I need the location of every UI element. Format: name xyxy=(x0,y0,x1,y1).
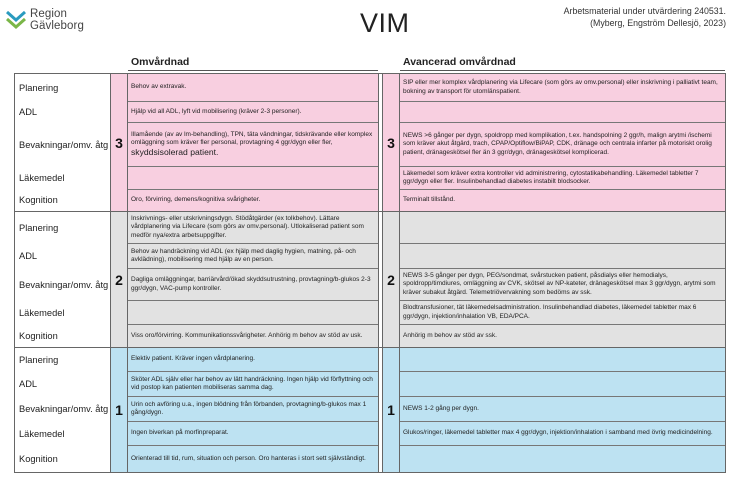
region-logo xyxy=(6,5,116,35)
cell-avancerad: NEWS 1-2 gång per dygn. xyxy=(400,397,725,422)
cell-avancerad: Terminalt tillstånd. xyxy=(400,190,725,211)
cell-avancerad: Blodtransfusioner, tät läkemedelsadministration. Insulinbehandlad diabetes, läkemedel tabletter max 6 ggr/dygn, injektion/inhalation VB, EDA/PCA. xyxy=(400,301,725,325)
cell-omvardnad: Dagliga omläggningar, barriärvård/ökad skyddsutrustning, provtagning/b-glukos 2-3 ggr/dygn, VAC-pump kontroller. xyxy=(128,269,378,301)
cell-avancerad: Glukos/ringer, läkemedel tabletter max 4 ggr/dygn, injektion/inhalation i samband med övrig medicindelning. xyxy=(400,422,725,446)
row-label-lakemedel: Läkemedel xyxy=(19,307,65,318)
level-2-block xyxy=(15,212,725,348)
cell-avancerad: Anhörig m behov av stöd av ssk. xyxy=(400,325,725,347)
meta-line-1: Arbetsmaterial under utvärdering 240531. xyxy=(563,6,726,16)
logo-text-region: Region xyxy=(30,8,68,20)
column-header-omvardnad: Omvårdnad xyxy=(131,56,190,68)
cell-omvardnad: Viss oro/förvirring. Kommunikationssvårigheter. Anhörig m behov av stöd av usk. xyxy=(128,325,378,347)
cell-omvardnad: Urin och avföring u.a., ingen blödning från förbanden, provtagning/b-glukos max 1 gång/dygn. xyxy=(128,397,378,422)
row-label-adl: ADL xyxy=(19,379,38,389)
row-labels xyxy=(15,212,111,347)
column-header-underline-right xyxy=(400,70,725,71)
vim-table xyxy=(14,73,726,473)
page-title: VIM xyxy=(360,8,410,38)
omvardnad-cells xyxy=(128,348,379,472)
row-label-bevakningar: Bevakningar/omv. åtg xyxy=(19,404,109,414)
cell-omvardnad xyxy=(128,167,378,190)
cell-omvardnad: Orienterad till tid, rum, situation och person. Oro hanteras i stort sett självständigt. xyxy=(128,446,378,472)
row-labels xyxy=(15,348,111,472)
meta-line-2: (Myberg, Engström Dellesjö, 2023) xyxy=(590,18,726,28)
level-indicator: 3 xyxy=(383,74,400,211)
omvardnad-cells xyxy=(128,74,379,211)
omvardnad-cells xyxy=(128,212,379,347)
cell-avancerad xyxy=(400,212,725,244)
cell-omvardnad xyxy=(128,301,378,325)
row-label-adl: ADL xyxy=(19,251,38,261)
row-labels xyxy=(15,74,111,211)
avancerad-cells xyxy=(400,212,725,347)
row-label-planering: Planering xyxy=(19,354,59,365)
level-3-block xyxy=(15,74,725,212)
cell-omvardnad xyxy=(128,123,378,167)
level-indicator: 1 xyxy=(111,348,128,472)
level-indicator: 2 xyxy=(111,212,128,347)
column-header-underline-left xyxy=(128,70,378,71)
cell-text-emphasis: skyddsisolerad patient. xyxy=(131,146,219,157)
cell-avancerad xyxy=(400,244,725,269)
cell-avancerad: NEWS >6 gånger per dygn, spoldropp med komplikation, t.ex. handspolning 2 ggr/h, malign arytmi /ischemi som kräver akut åtgärd, trach, CPAP/Optiflow/BiPAP, CDK, dränage och centrala infarter på motoriskt orolig patient, dränageskötsel fler än 3 ggr/dygn, dränageskötsel komplicerad. xyxy=(400,123,725,167)
cell-text: Illamående (av av lm-behandling), TPN, täta vändningar, tidskrävande eller komplex omläggning som kräver fler personal, provtagning 4 ggr/dygn eller fler, xyxy=(131,131,373,147)
level-indicator: 2 xyxy=(383,212,400,347)
cell-omvardnad: Elektiv patient. Kräver ingen vårdplanering. xyxy=(128,348,378,372)
cell-omvardnad: Hjälp vid all ADL, lyft vid mobilisering (kräver 2-3 personer). xyxy=(128,102,378,123)
document-meta xyxy=(564,5,726,29)
row-label-kognition: Kognition xyxy=(19,330,58,341)
avancerad-cells xyxy=(400,74,725,211)
avancerad-cells xyxy=(400,348,725,472)
row-label-bevakningar: Bevakningar/omv. åtg xyxy=(19,279,109,290)
row-label-planering: Planering xyxy=(19,82,59,93)
logo-text-gavleborg: Gävleborg xyxy=(30,20,84,32)
cell-avancerad xyxy=(400,372,725,397)
cell-omvardnad: Behov av extravak. xyxy=(128,74,378,102)
region-gavleborg-logo-icon xyxy=(6,9,26,31)
cell-omvardnad: Ingen biverkan på morfinpreparat. xyxy=(128,422,378,446)
cell-avancerad xyxy=(400,102,725,123)
cell-avancerad: NEWS 3-5 gånger per dygn, PEG/sondmat, svårstucken patient, påsdialys eller hemodialys, spoldropp/timdiures, omläggning av CVK, skötsel av NP-kateter, dränageskötsel max 3 ggr/dygn, arytmi som kräver subakut åtgärd. Telemetriövervakning som bedöms av ssk. xyxy=(400,269,725,301)
level-1-block xyxy=(15,348,725,472)
cell-omvardnad: Oro, förvirring, demens/kognitiva svårigheter. xyxy=(128,190,378,211)
level-indicator: 3 xyxy=(111,74,128,211)
row-label-lakemedel: Läkemedel xyxy=(19,173,65,183)
cell-omvardnad: Behov av handräckning vid ADL (ex hjälp med daglig hygien, matning, på- och avklädning), mobilisering med hjälp av en person. xyxy=(128,244,378,269)
row-label-kognition: Kognition xyxy=(19,453,58,464)
level-indicator: 1 xyxy=(383,348,400,472)
row-label-adl: ADL xyxy=(19,107,38,117)
cell-omvardnad: Sköter ADL själv eller har behov av lätt handräckning. Ingen hjälp vid förflyttning och vid postop kan patienten mobiliseras samma dag. xyxy=(128,372,378,397)
row-label-kognition: Kognition xyxy=(19,195,58,205)
cell-avancerad: Läkemedel som kräver extra kontroller vid administrering, cytostatikabehandling. Läkemedel tabletter 7 ggr/dygn eller fler. Insulinbehandlad diabetes instabilt blodsocker. xyxy=(400,167,725,190)
cell-omvardnad: Inskrivnings- eller utskrivningsdygn. Stödåtgärder (ex tolkbehov). Lättare vårdplanering via Lifecare (som görs av omv.personal). Utlokaliserad patient som medför nya/extra arbetsuppgifter. xyxy=(128,212,378,244)
cell-avancerad xyxy=(400,348,725,372)
row-label-bevakningar: Bevakningar/omv. åtg xyxy=(19,139,109,150)
column-header-avancerad: Avancerad omvårdnad xyxy=(403,56,516,68)
row-label-lakemedel: Läkemedel xyxy=(19,428,65,439)
row-label-planering: Planering xyxy=(19,222,59,233)
cell-avancerad: SIP eller mer komplex vårdplanering via Lifecare (som görs av omv.personal) eller inskrivning i palliativt team, bokning av transport för utomlänspatient. xyxy=(400,74,725,102)
cell-avancerad xyxy=(400,446,725,472)
